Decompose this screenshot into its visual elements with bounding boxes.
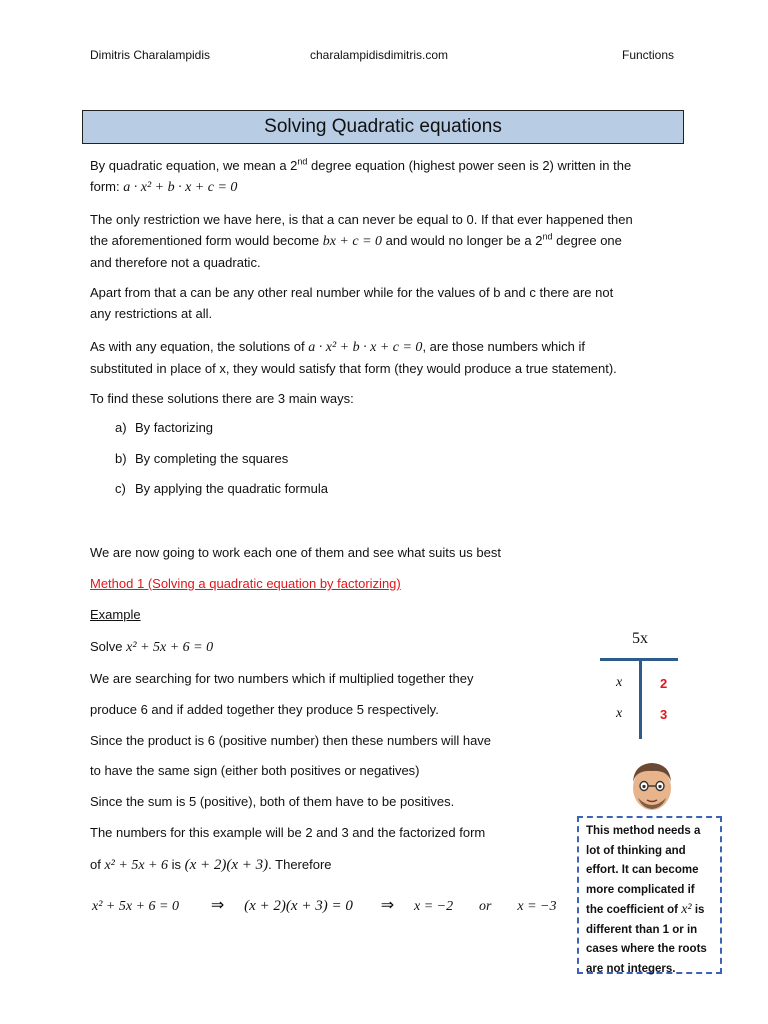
factor-table-right-1: 2	[660, 676, 668, 691]
superscript: nd	[542, 231, 553, 242]
text: , are those numbers which if	[422, 339, 586, 354]
header-section: Functions	[622, 48, 675, 62]
factor-table-vline	[639, 659, 642, 739]
list-text: By applying the quadratic formula	[135, 481, 328, 496]
implies-arrow-icon: ⇒	[210, 897, 225, 914]
factor-table-right-2: 3	[660, 707, 668, 722]
formula: x² + 5x + 6	[104, 858, 168, 873]
formula: x = −2	[414, 899, 454, 914]
list-marker: a)	[115, 420, 127, 435]
example-line-3: Since the product is 6 (positive number) then these numbers will have	[90, 733, 492, 748]
intro-paragraph-4	[90, 336, 680, 379]
text: of	[90, 857, 105, 872]
text: is different than 1 or in cases where the roots are not integers.	[586, 904, 707, 975]
formula: x² + 5x + 6 = 0	[92, 899, 179, 914]
text: the aforementioned form would become	[90, 233, 323, 248]
text: The only restriction we have here, is that a can never be equal to 0. If that ever happened then	[90, 212, 633, 227]
page-title: Solving Quadratic equations	[264, 116, 502, 137]
list-text: By completing the squares	[135, 451, 289, 466]
text: Apart from that a can be any other real number while for the values of b and c there are not	[90, 285, 614, 300]
text: 5x	[632, 630, 648, 647]
example-heading: Example	[90, 607, 141, 622]
list-text: By factorizing	[135, 420, 214, 435]
factor-table-top	[632, 630, 648, 648]
factor-table-left-1: x	[616, 675, 623, 690]
list-marker: c)	[115, 481, 126, 496]
final-equation-line	[92, 895, 556, 915]
list-item	[115, 481, 328, 496]
text: Solve	[90, 639, 127, 654]
tip-note-box	[577, 816, 722, 974]
formula-example: x² + 5x + 6 = 0	[126, 640, 214, 655]
intro-paragraph-1	[90, 155, 680, 198]
superscript: nd	[297, 156, 308, 167]
implies-arrow-icon: ⇒	[380, 897, 395, 914]
transition-text: We are now going to work each one of them and see what suits us best	[90, 545, 501, 560]
example-line-4: to have the same sign (either both positives or negatives)	[90, 763, 420, 778]
method1-heading: Method 1 (Solving a quadratic equation by factorizing)	[90, 576, 401, 591]
text: any restrictions at all.	[90, 306, 213, 321]
text: By quadratic equation, we mean a 2	[90, 158, 298, 173]
example-line-6: The numbers for this example will be 2 and 3 and the factorized form	[90, 825, 486, 840]
formula: x = −3	[517, 899, 557, 914]
formula: x²	[681, 902, 692, 917]
list-marker: b)	[115, 451, 127, 466]
text: is	[168, 857, 185, 872]
example-line-7	[90, 854, 560, 876]
text: and therefore not a quadratic.	[90, 255, 261, 270]
text: . Therefore	[268, 857, 332, 872]
text: degree one	[552, 233, 622, 248]
text: substituted in place of x, they would satisfy that form (they would produce a true statement).	[90, 361, 617, 376]
formula-linear: bx + c = 0	[322, 234, 383, 249]
example-line-5: Since the sum is 5 (positive), both of them have to be positives.	[90, 794, 455, 809]
header-site: charalampidisdimitris.com	[310, 48, 449, 62]
formula: (x + 2)(x + 3) = 0	[244, 898, 353, 914]
text: form:	[90, 179, 124, 194]
text: This method needs a lot of thinking and effort. It can become more complicated if the coefficient of	[586, 825, 701, 916]
header-author: Dimitris Charalampidis	[90, 48, 211, 62]
intro-paragraph-2	[90, 209, 680, 273]
page-title-box	[82, 110, 684, 144]
formula: (x + 2)(x + 3)	[184, 857, 269, 873]
text: As with any equation, the solutions of	[90, 339, 309, 354]
intro-paragraph-5: To find these solutions there are 3 main ways:	[90, 391, 354, 406]
example-line-1: We are searching for two numbers which if multiplied together they	[90, 671, 474, 686]
example-line-2: produce 6 and if added together they produce 5 respectively.	[90, 702, 439, 717]
factor-table-left-2: x	[616, 706, 623, 721]
formula-general: a · x² + b · x + c = 0	[123, 180, 238, 195]
list-item	[115, 420, 213, 435]
intro-paragraph-3	[90, 282, 680, 324]
formula-general-2: a · x² + b · x + c = 0	[308, 340, 423, 355]
text: degree equation (highest power seen is 2) written in the	[307, 158, 632, 173]
memoji-avatar-icon	[628, 758, 676, 814]
list-item	[115, 451, 288, 466]
solve-line	[90, 636, 680, 658]
text: and would no longer be a 2	[382, 233, 543, 248]
or-word: or	[479, 899, 492, 914]
